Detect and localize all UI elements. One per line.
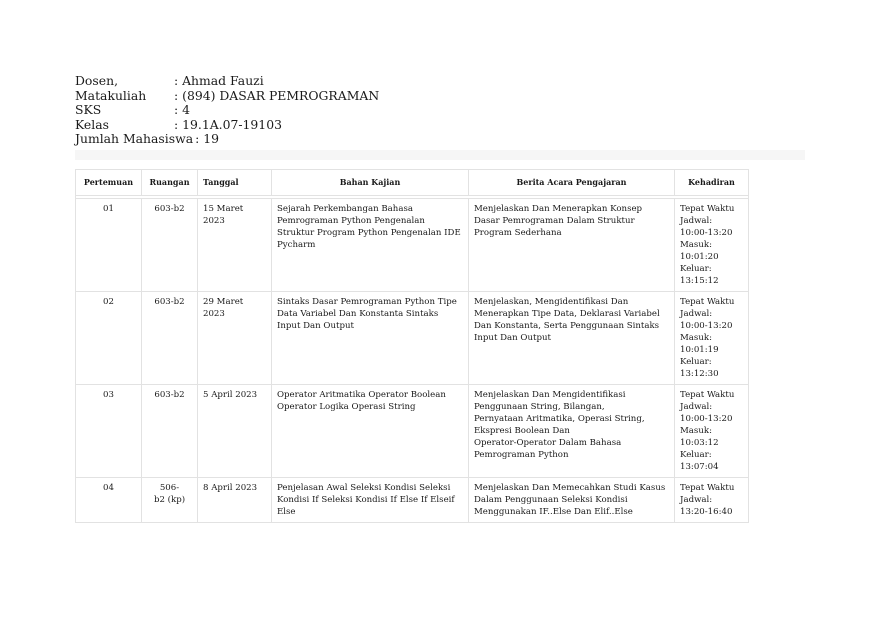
cell-tanggal: 8 April 2023 [198, 478, 272, 523]
cell-berita: Menjelaskan Dan Memecahkan Studi Kasus Dalam Penggunaan Seleksi Kondisi Menggunakan IF..Else Dan Elif..Else [469, 478, 675, 523]
cell-kehadiran [675, 292, 749, 385]
berita-line: Menjelaskan Dan Mengidentifikasi [474, 390, 626, 400]
cell-tanggal: 15 Maret 2023 [198, 199, 272, 292]
col-header-pertemuan: Pertemuan [76, 170, 142, 196]
ruangan-line: b2 (kp) [153, 495, 186, 505]
cell-berita [469, 385, 675, 478]
cell-berita: Menjelaskan, Mengidentifikasi Dan Menerapkan Tipe Data, Deklarasi Variabel Dan Konstanta, Serta Penggunaan Sintaks Input Dan Output [469, 292, 675, 385]
kehadiran-line: 13:20-16:40 [680, 507, 733, 517]
berita-line: Operator-Operator Dalam Bahasa [474, 438, 622, 448]
col-header-bahan: Bahan Kajian [272, 170, 469, 196]
kehadiran-line: Jadwal: [680, 309, 713, 319]
cell-ruangan: 603-b2 [142, 385, 198, 478]
table-row [76, 478, 749, 523]
table-row [76, 292, 749, 385]
header-row-dosen [75, 74, 379, 89]
col-header-berita: Berita Acara Pengajaran [469, 170, 675, 196]
ruangan-line: 506- [159, 483, 180, 493]
course-header [75, 74, 379, 147]
kehadiran-line: Keluar: [680, 357, 712, 367]
cell-tanggal: 29 Maret 2023 [198, 292, 272, 385]
cell-kehadiran [675, 478, 749, 523]
dosen-value: : Ahmad Fauzi [174, 73, 264, 88]
cell-ruangan: 603-b2 [142, 199, 198, 292]
cell-pertemuan: 01 [76, 199, 142, 292]
table-header-row [76, 170, 749, 196]
kehadiran-line: Jadwal: [680, 402, 713, 412]
matakuliah-label: Matakuliah [75, 87, 147, 103]
cell-pertemuan: 02 [76, 292, 142, 385]
jumlah-value: : 19 [195, 131, 219, 147]
header-row-sks [75, 103, 379, 118]
kehadiran-line: Masuk: [680, 333, 712, 343]
table-row [76, 199, 749, 292]
kehadiran-line: Tepat Waktu [680, 297, 735, 307]
berita-line: Pernyataan Aritmatika, Operasi String, [474, 414, 645, 424]
kehadiran-line: 13:12:30 [680, 369, 719, 379]
kehadiran-line: 10:01:19 [680, 345, 719, 355]
cell-ruangan: 603-b2 [142, 292, 198, 385]
cell-ruangan [142, 478, 198, 523]
kehadiran-line: 13:15:12 [680, 276, 719, 286]
cell-bahan: Penjelasan Awal Seleksi Kondisi Seleksi Kondisi If Seleksi Kondisi If Else If Elseif Else [272, 478, 469, 523]
kehadiran-line: Keluar: [680, 450, 712, 460]
kehadiran-line: 10:03:12 [680, 438, 719, 448]
berita-line: Pemrograman Python [474, 450, 569, 460]
kelas-label: Kelas [75, 116, 109, 132]
cell-kehadiran [675, 385, 749, 478]
cell-pertemuan: 03 [76, 385, 142, 478]
matakuliah-value: : (894) DASAR PEMROGRAMAN [174, 87, 380, 103]
cell-pertemuan: 04 [76, 478, 142, 523]
sks-label: SKS [75, 102, 102, 118]
col-header-ruangan: Ruangan [142, 170, 198, 196]
cell-bahan: Sintaks Dasar Pemrograman Python Tipe Data Variabel Dan Konstanta Sintaks Input Dan Output [272, 292, 469, 385]
divider-band [75, 150, 805, 160]
kehadiran-line: 10:01:20 [680, 252, 719, 262]
header-row-matakuliah [75, 89, 379, 104]
cell-berita: Menjelaskan Dan Menerapkan Konsep Dasar Pemrograman Dalam Struktur Program Sederhana [469, 199, 675, 292]
kehadiran-line: Jadwal: [680, 216, 713, 226]
header-row-kelas [75, 118, 379, 133]
kehadiran-line: Masuk: [680, 426, 712, 436]
kehadiran-line: 10:00-13:20 [680, 321, 733, 331]
kehadiran-line: 13:07:04 [680, 462, 719, 472]
cell-bahan: Sejarah Perkembangan Bahasa Pemrograman Python Pengenalan Struktur Program Python Pengenalan IDE Pycharm [272, 199, 469, 292]
kehadiran-line: 10:00-13:20 [680, 228, 733, 238]
kehadiran-line: Tepat Waktu [680, 483, 735, 493]
kehadiran-line: 10:00-13:20 [680, 414, 733, 424]
kehadiran-line: Tepat Waktu [680, 204, 735, 214]
header-row-jumlah [75, 132, 379, 147]
cell-kehadiran [675, 199, 749, 292]
berita-line: Ekspresi Boolean Dan [474, 426, 570, 436]
kehadiran-line: Keluar: [680, 264, 712, 274]
dosen-label: Dosen, [75, 73, 119, 88]
sks-value: : 4 [174, 102, 190, 118]
berita-line: Penggunaan String, Bilangan, [474, 402, 605, 412]
table-row [76, 385, 749, 478]
kelas-value: : 19.1A.07-19103 [174, 116, 282, 132]
kehadiran-line: Masuk: [680, 240, 712, 250]
kehadiran-line: Jadwal: [680, 495, 713, 505]
cell-tanggal: 5 April 2023 [198, 385, 272, 478]
jumlah-label: Jumlah Mahasiswa [75, 131, 194, 147]
col-header-kehadiran: Kehadiran [675, 170, 749, 196]
kehadiran-line: Tepat Waktu [680, 390, 735, 400]
cell-bahan: Operator Aritmatika Operator Boolean Operator Logika Operasi String [272, 385, 469, 478]
attendance-table [75, 169, 749, 523]
col-header-tanggal: Tanggal [198, 170, 272, 196]
